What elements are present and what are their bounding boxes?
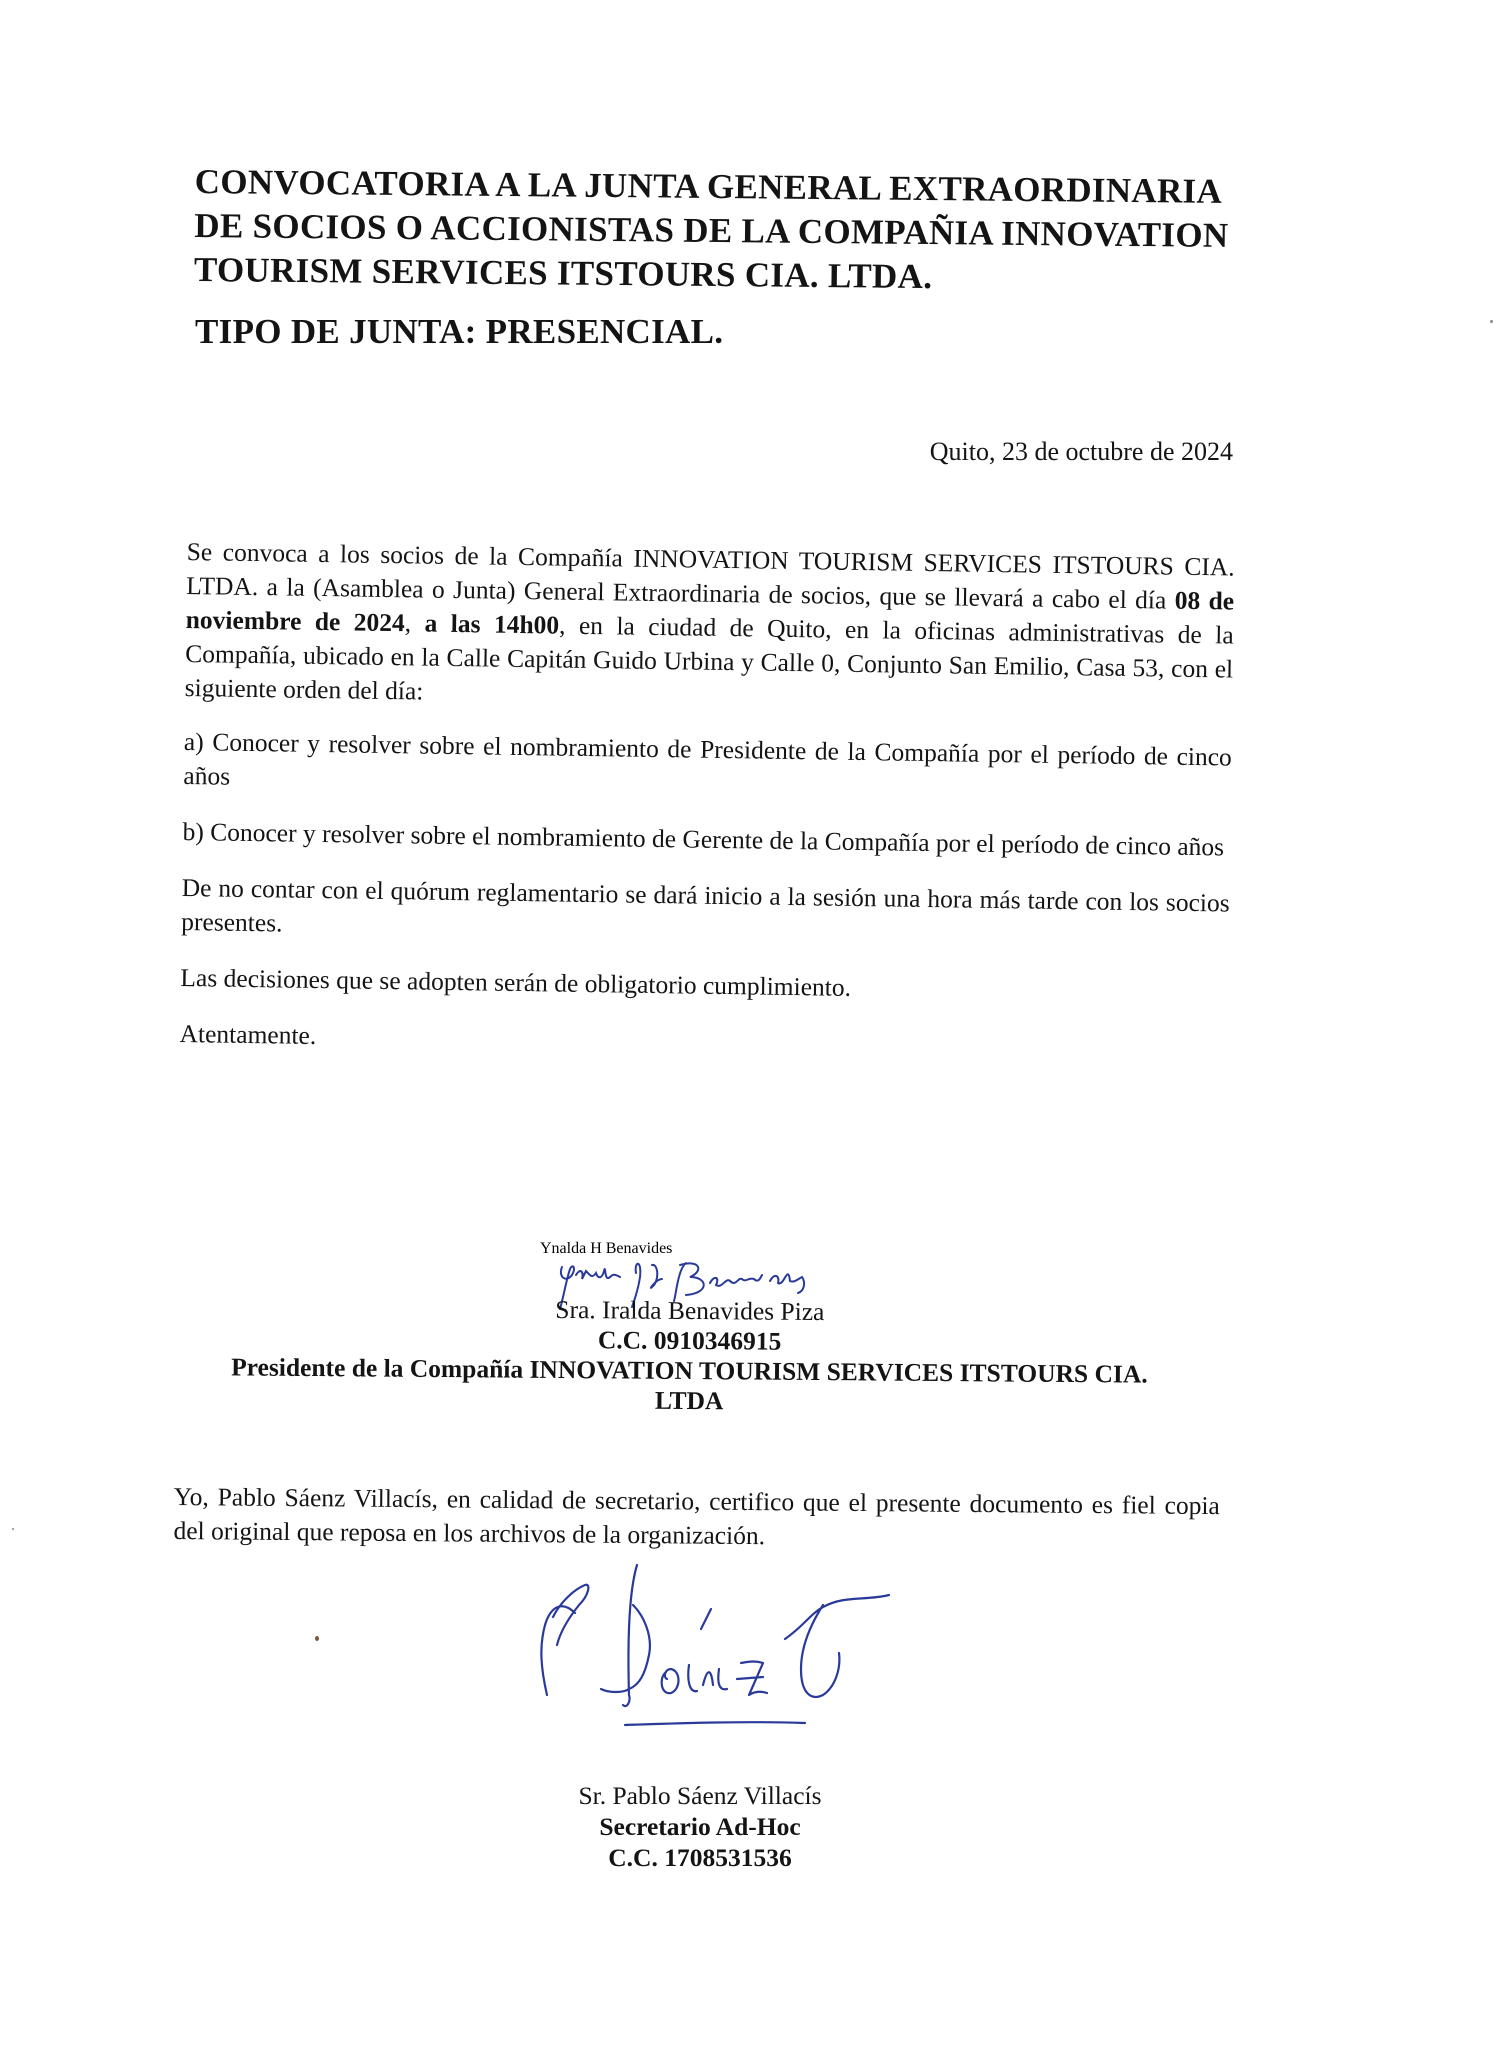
junta-type: TIPO DE JUNTA: PRESENCIAL. (195, 312, 724, 351)
secretary-signature (505, 1545, 925, 1775)
president-name: Sra. Iralda Benavides Piza (555, 1294, 825, 1327)
secretary-name: Sr. Pablo Sáenz Villacís (578, 1781, 822, 1810)
convocation-body (179, 535, 1235, 1088)
intro-paragraph (184, 535, 1234, 721)
president-id: C.C. 0910346915 (597, 1325, 782, 1356)
scan-speck (315, 1636, 319, 1641)
president-block (149, 1292, 1230, 1420)
date-line: Quito, 23 de octubre de 2024 (929, 437, 1233, 466)
president-role-line-1: Presidente de la Compañía INNOVATION TOURISM SERVICES ITSTOURS CIA. (231, 1352, 1148, 1389)
secretary-id: C.C. 1708531536 (608, 1843, 792, 1872)
agenda-item-b: b) Conocer y resolver sobre el nombramiento de Gerente de la Compañía por el período de cinco años (182, 816, 1225, 862)
agenda-item-a: a) Conocer y resolver sobre el nombramiento de Presidente de la Compañía por el período de cinco años (183, 726, 1233, 791)
intro-text-3: , en la ciudad de Quito, en la oficinas administrativas de la Compañía, ubicado en la Calle Capitán Guido Urbina y Calle 0, Conjunto San Emilio, Casa 53, con el siguiente orden del día: (184, 610, 1234, 706)
title-line-3: TOURISM SERVICES ITSTOURS CIA. LTDA. (193, 249, 933, 297)
scan-speck (1490, 320, 1493, 323)
title-line-1: CONVOCATORIA A LA JUNTA GENERAL EXTRAORDINARIA (194, 161, 1223, 211)
meeting-date: 08 de noviembre de 2024 (185, 585, 1235, 638)
secretary-role: Secretario Ad-Hoc (599, 1812, 801, 1841)
meeting-time: a las 14h00 (424, 608, 560, 640)
scan-speck (12, 1528, 14, 1530)
document-title (194, 160, 1245, 302)
secretary-block (500, 1780, 900, 1873)
decisions-note: Las decisiones que se adopten serán de obligatorio cumplimiento. (180, 962, 852, 1002)
quorum-note: De no contar con el quórum reglamentario se dará inicio a la sesión una hora más tarde con los socios presentes. (181, 872, 1230, 938)
president-signature-text: Ynalda H Benavides (540, 1240, 673, 1257)
title-line-2: DE SOCIOS O ACCIONISTAS DE LA COMPAÑIA INNOVATION (194, 205, 1229, 255)
certification-paragraph: Yo, Pablo Sáenz Villacís, en calidad de secretario, certifico que el presente documento es fiel copia del original que reposa en los archivos de la organización. (173, 1481, 1220, 1551)
intro-text-1: Se convoca a los socios de la Compañía INNOVATION TOURISM SERVICES ITSTOURS CIA. LTDA. a la (Asamblea o Junta) General Extraordinaria de socios, que se llevará a cabo el día (186, 536, 1235, 615)
closing: Atentamente. (179, 1018, 317, 1050)
intro-text-2: , (404, 608, 425, 638)
president-role-line-2: LTDA (654, 1385, 724, 1416)
